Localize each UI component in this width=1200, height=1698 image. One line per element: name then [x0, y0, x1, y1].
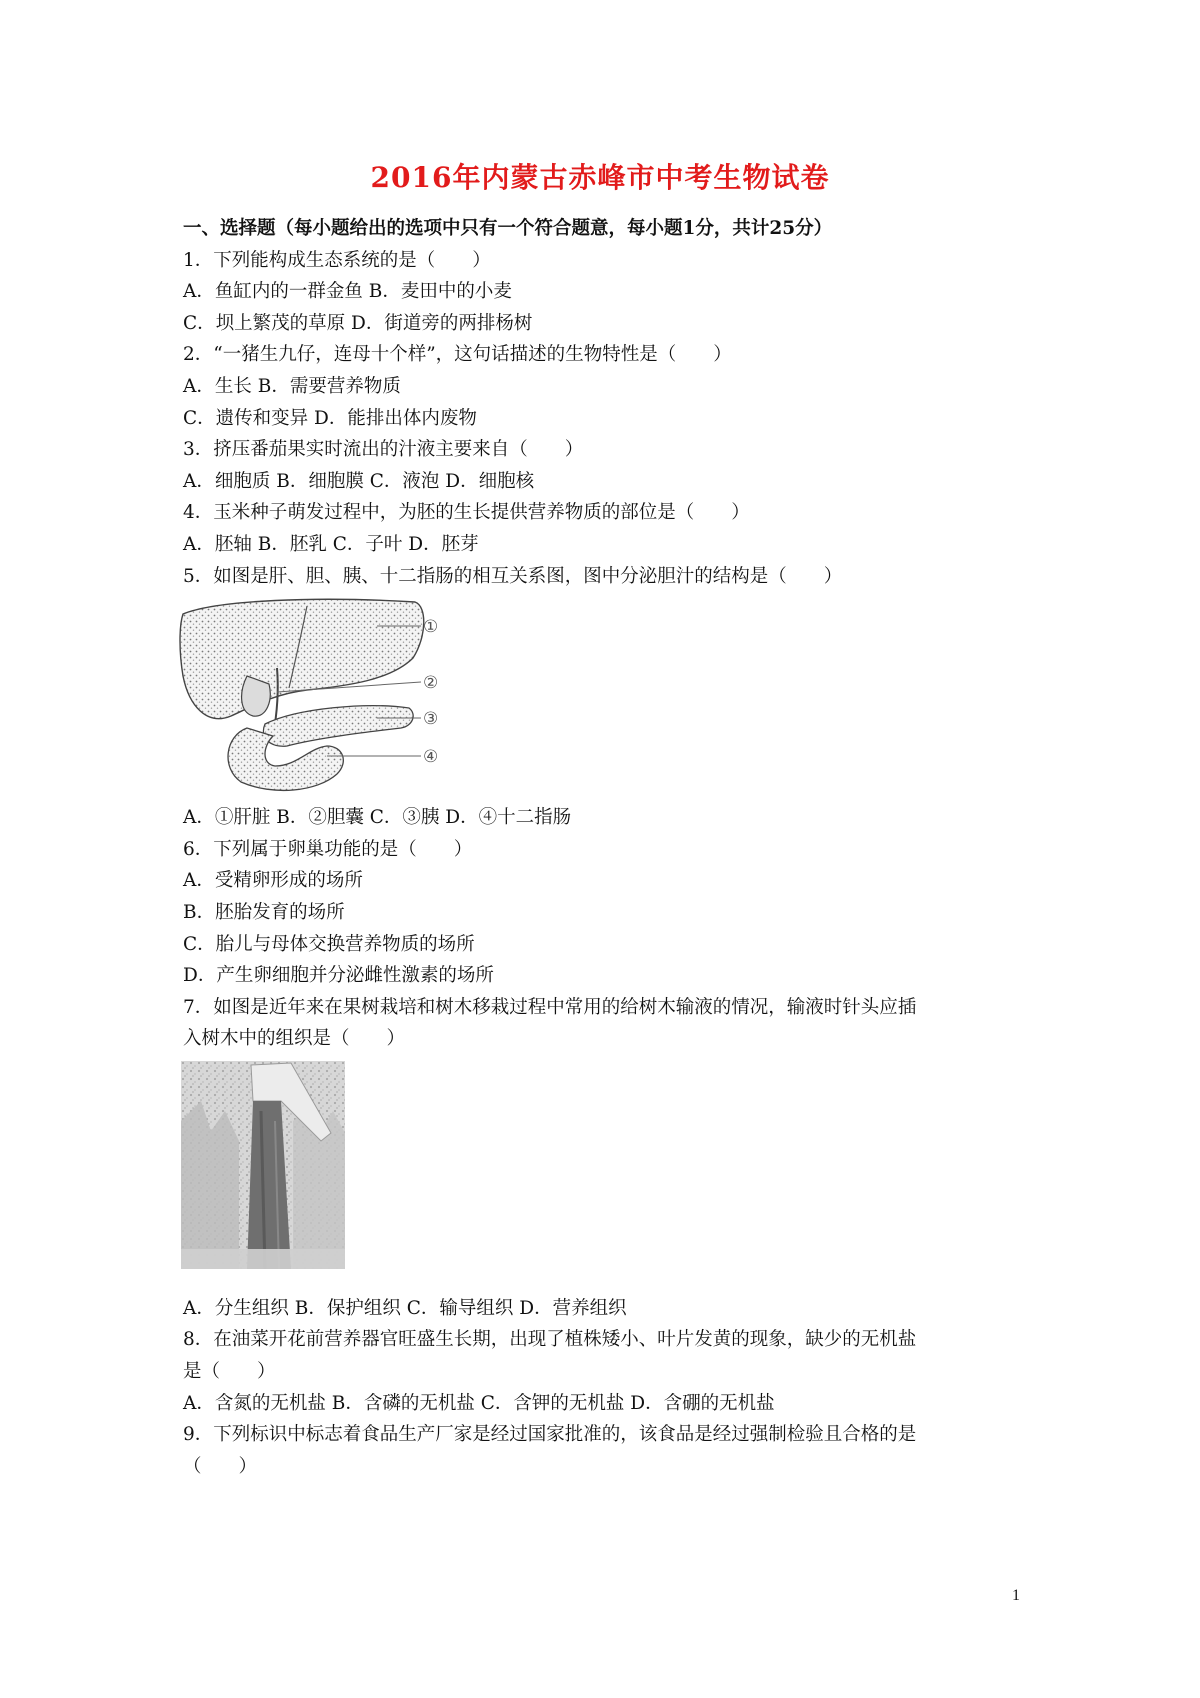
liver-shape	[180, 599, 424, 718]
question-9-stem-continued: （ ）	[183, 1455, 258, 1477]
question-7-stem: 7．如图是近年来在果树栽培和树木移栽过程中常用的给树木输液的情况，输液时针头应插	[183, 996, 917, 1018]
question-2-option-line: C．遗传和变异 D．能排出体内废物	[183, 407, 477, 429]
question-4-option-line: A．胚轴 B．胚乳 C．子叶 D．胚芽	[183, 533, 479, 555]
tree-infusion-photo	[181, 1061, 345, 1269]
pancreas-shape	[263, 706, 413, 747]
question-2-option-line: A．生长 B．需要营养物质	[183, 375, 401, 397]
question-8-stem: 8．在油菜开花前营养器官旺盛生长期，出现了植株矮小、叶片发黄的现象，缺少的无机盐	[183, 1329, 917, 1351]
question-6-option-line: D．产生卵细胞并分泌雌性激素的场所	[183, 965, 494, 987]
question-8-stem-continued: 是（ ）	[183, 1361, 276, 1383]
question-3-stem: 3．挤压番茄果实时流出的汁液主要来自（ ）	[183, 439, 584, 461]
figure-label-1: ①	[423, 617, 439, 638]
page-title: 2016年内蒙古赤峰市中考生物试卷	[370, 161, 830, 194]
page-number: 1	[1012, 1587, 1020, 1604]
question-1-stem: 1．下列能构成生态系统的是（ ）	[183, 249, 491, 271]
question-6-option-line: C．胎儿与母体交换营养物质的场所	[183, 933, 475, 955]
question-1-option-line: C．坝上繁茂的草原 D．街道旁的两排杨树	[183, 312, 533, 334]
exam-content	[183, 213, 1043, 1482]
question-5-option-line: A．①肝脏 B．②胆囊 C．③胰 D．④十二指肠	[183, 807, 572, 829]
section-heading: 一、选择题（每小题给出的选项中只有一个符合题意，每小题1分，共计25分）	[183, 218, 833, 239]
question-9-stem: 9．下列标识中标志着食品生产厂家是经过国家批准的，该食品是经过强制检验且合格的是	[183, 1424, 917, 1446]
question-2-stem: 2．“一猪生九仔，连母十个样”，这句话描述的生物特性是（ ）	[183, 344, 732, 366]
question-6-stem: 6．下列属于卵巢功能的是（ ）	[183, 838, 473, 860]
figure-label-3: ③	[423, 709, 439, 730]
question-3-option-line: A．细胞质 B．细胞膜 C．液泡 D．细胞核	[183, 470, 535, 492]
question-1-option-line: A．鱼缸内的一群金鱼 B．麦田中的小麦	[183, 281, 512, 303]
question-5-stem: 5．如图是肝、胆、胰、十二指肠的相互关系图，图中分泌胆汁的结构是（ ）	[183, 565, 843, 587]
question-7-stem-continued: 入树木中的组织是（ ）	[183, 1028, 406, 1050]
liver-gallbladder-pancreas-diagram	[177, 596, 442, 796]
question-4-stem: 4．玉米种子萌发过程中，为胚的生长提供营养物质的部位是（ ）	[183, 502, 750, 524]
question-6-option-line: A．受精卵形成的场所	[183, 870, 363, 892]
figure-label-2: ②	[423, 673, 439, 694]
question-7-option-line: A．分生组织 B．保护组织 C．输导组织 D．营养组织	[183, 1297, 627, 1319]
question-6-option-line: B．胚胎发育的场所	[183, 901, 345, 923]
figure-label-4: ④	[423, 747, 439, 768]
question-8-option-line: A．含氮的无机盐 B．含磷的无机盐 C．含钾的无机盐 D．含硼的无机盐	[183, 1392, 775, 1414]
